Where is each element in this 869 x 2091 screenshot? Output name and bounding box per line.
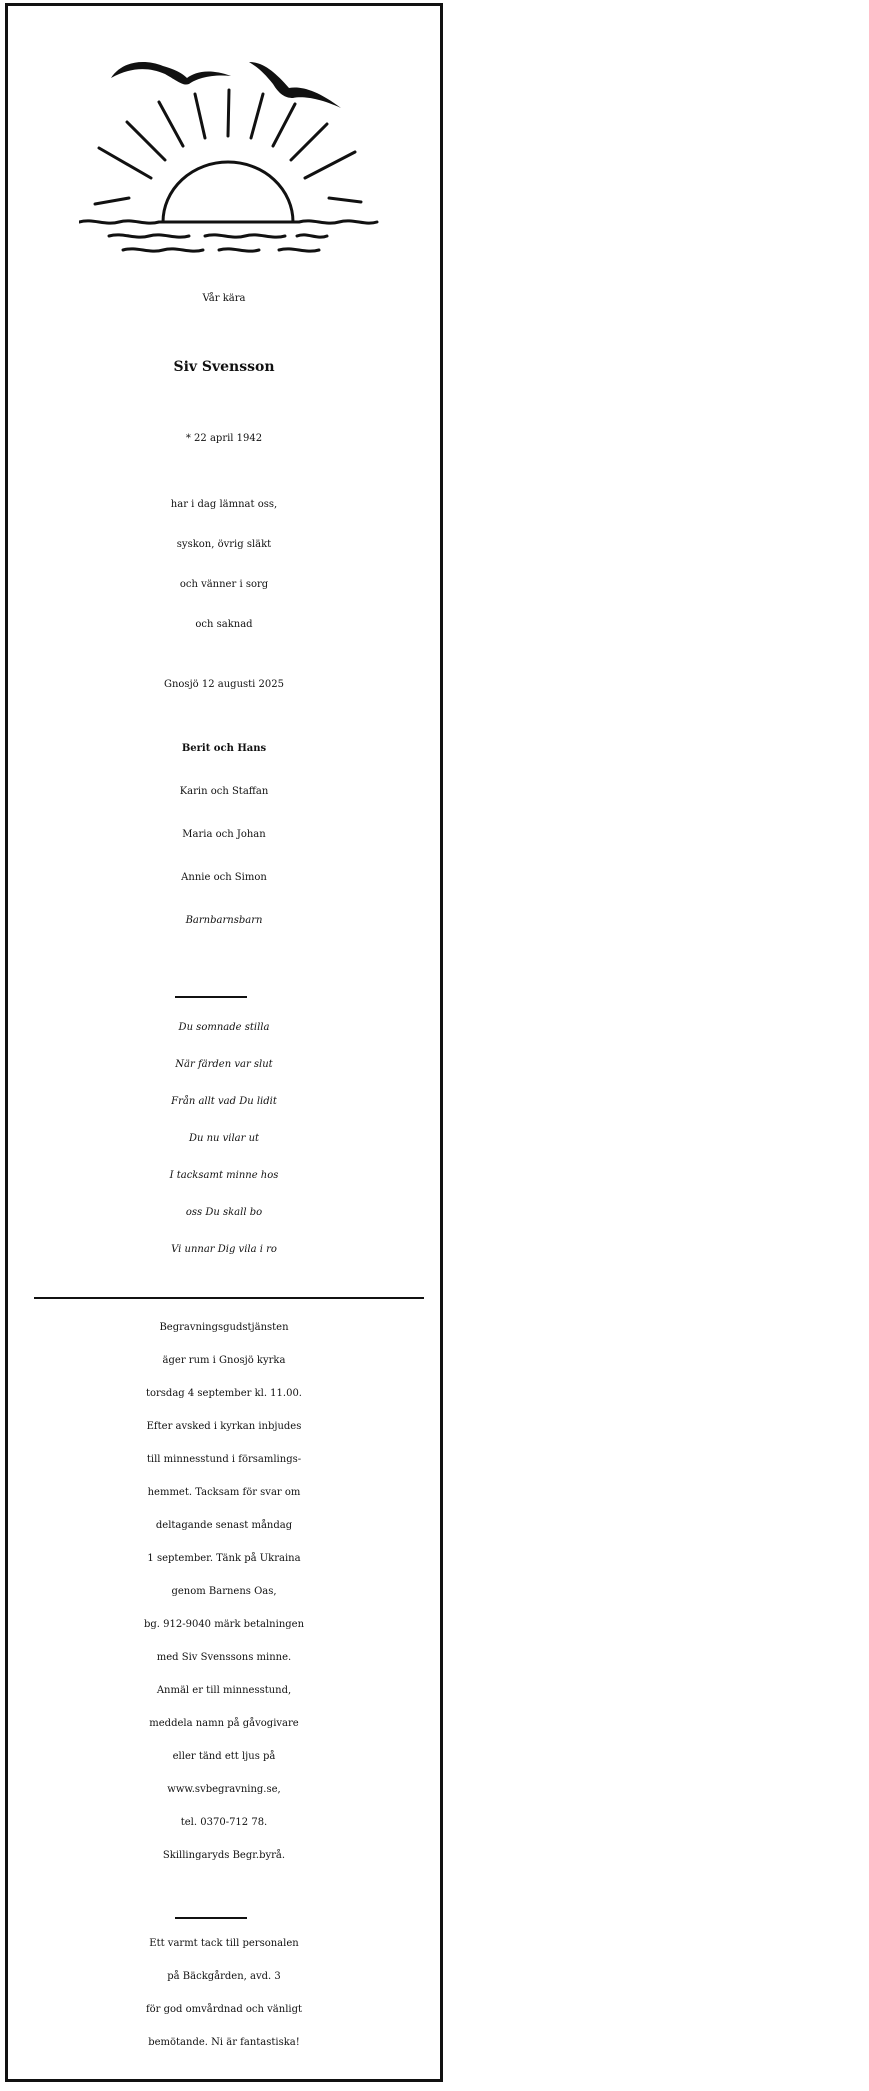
family-line: Berit och Hans — [181, 743, 267, 754]
divider — [175, 1917, 247, 1919]
funeral-info-line: med Siv Svenssons minne. — [156, 1652, 292, 1663]
sunset-birds-icon — [79, 50, 379, 260]
funeral-info-line: meddela namn på gåvogivare — [149, 1718, 299, 1729]
death-notice — [5, 3, 443, 2082]
place-and-date: Gnosjö 12 augusti 2025 — [163, 679, 284, 690]
family-line: Barnbarnsbarn — [185, 915, 263, 926]
message-line: har i dag lämnat oss, — [170, 499, 278, 510]
deceased-name: Siv Svensson — [173, 359, 275, 375]
funeral-info-line: tel. 0370-712 78. — [180, 1817, 268, 1828]
funeral-info-line: hemmet. Tacksam för svar om — [147, 1487, 301, 1498]
family-line: Karin och Staffan — [179, 786, 269, 797]
funeral-info-line: deltagande senast måndag — [155, 1520, 293, 1531]
poem-line: Vi unnar Dig vila i ro — [171, 1244, 277, 1255]
funeral-info-line: Anmäl er till minnesstund, — [156, 1685, 292, 1696]
message-line: och saknad — [195, 619, 253, 630]
intro-text: Vår kära — [202, 293, 246, 304]
funeral-info-line: genom Barnens Oas, — [171, 1586, 277, 1597]
divider — [175, 996, 247, 998]
thanks-line: bemötande. Ni är fantastiska! — [148, 2037, 300, 2048]
poem-line: I tacksamt minne hos — [169, 1170, 279, 1181]
thanks-line: Ett varmt tack till personalen — [149, 1938, 299, 1949]
funeral-info-line: Begravningsgudstjänsten — [159, 1322, 289, 1333]
funeral-info-line: 1 september. Tänk på Ukraina — [147, 1553, 301, 1564]
poem-line: Från allt vad Du lidit — [171, 1096, 277, 1107]
funeral-info-line: Skillingaryds Begr.byrå. — [162, 1850, 286, 1861]
funeral-info-line: eller tänd ett ljus på — [172, 1751, 276, 1762]
message-line: och vänner i sorg — [179, 579, 269, 590]
funeral-info-line: torsdag 4 september kl. 11.00. — [145, 1388, 302, 1399]
funeral-info-line: bg. 912-9040 märk betalningen — [143, 1619, 305, 1630]
message-line: syskon, övrig släkt — [176, 539, 272, 550]
divider — [34, 1297, 424, 1299]
funeral-info-line: www.svbegravning.se, — [167, 1784, 281, 1795]
funeral-info-line: Efter avsked i kyrkan inbjudes — [146, 1421, 302, 1432]
family-line: Annie och Simon — [181, 872, 267, 883]
poem-line: Du nu vilar ut — [188, 1133, 260, 1144]
thanks-line: på Bäckgården, avd. 3 — [167, 1971, 281, 1982]
funeral-info-line: till minnesstund i församlings- — [146, 1454, 302, 1465]
family-line: Maria och Johan — [182, 829, 266, 840]
thanks-line: för god omvårdnad och vänligt — [145, 2004, 303, 2015]
poem-line: Du somnade stilla — [178, 1022, 270, 1033]
poem-line: När färden var slut — [175, 1059, 273, 1070]
funeral-info-line: äger rum i Gnosjö kyrka — [162, 1355, 286, 1366]
poem-line: oss Du skall bo — [185, 1207, 263, 1218]
birth-date: * 22 april 1942 — [185, 433, 263, 444]
